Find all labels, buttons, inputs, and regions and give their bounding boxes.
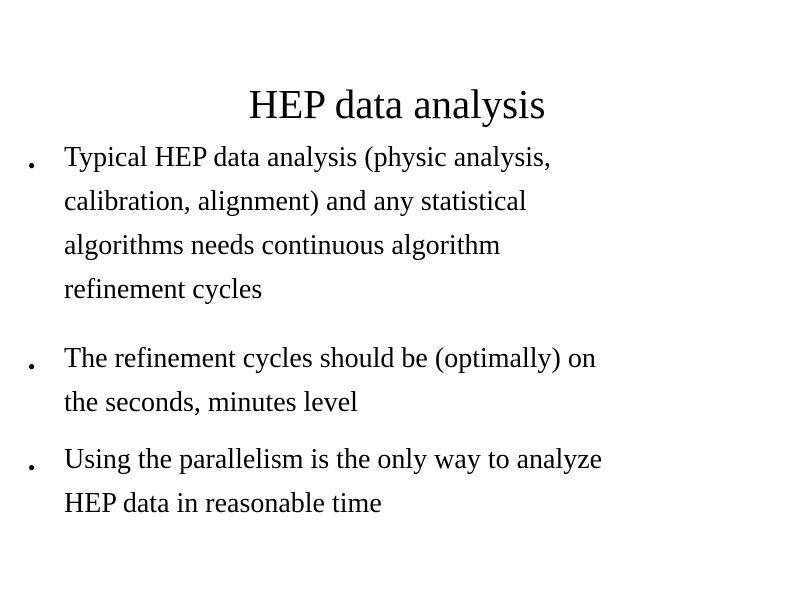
bullet-text	[64, 443, 704, 521]
bullet-line: Typical HEP data analysis (physic analysis,	[64, 142, 551, 173]
slide-title: HEP data analysis	[248, 81, 546, 127]
bullet-line: Using the parallelism is the only way to analyze	[64, 444, 603, 475]
bullet-line: HEP data in reasonable time	[64, 488, 382, 519]
bullet-dot-icon: ●	[28, 158, 36, 172]
bullet-line: algorithms needs continuous algorithm	[64, 230, 501, 261]
bullet-text	[64, 342, 704, 420]
bullet-line: The refinement cycles should be (optimally) on	[64, 343, 596, 374]
bullet-line: calibration, alignment) and any statistical	[64, 186, 527, 217]
bullet-dot-icon: ●	[28, 359, 36, 373]
bullet-text	[64, 141, 704, 307]
bullet-dot-icon: ●	[28, 460, 36, 474]
bullet-line: the seconds, minutes level	[64, 387, 358, 418]
bullet-line: refinement cycles	[64, 274, 263, 305]
